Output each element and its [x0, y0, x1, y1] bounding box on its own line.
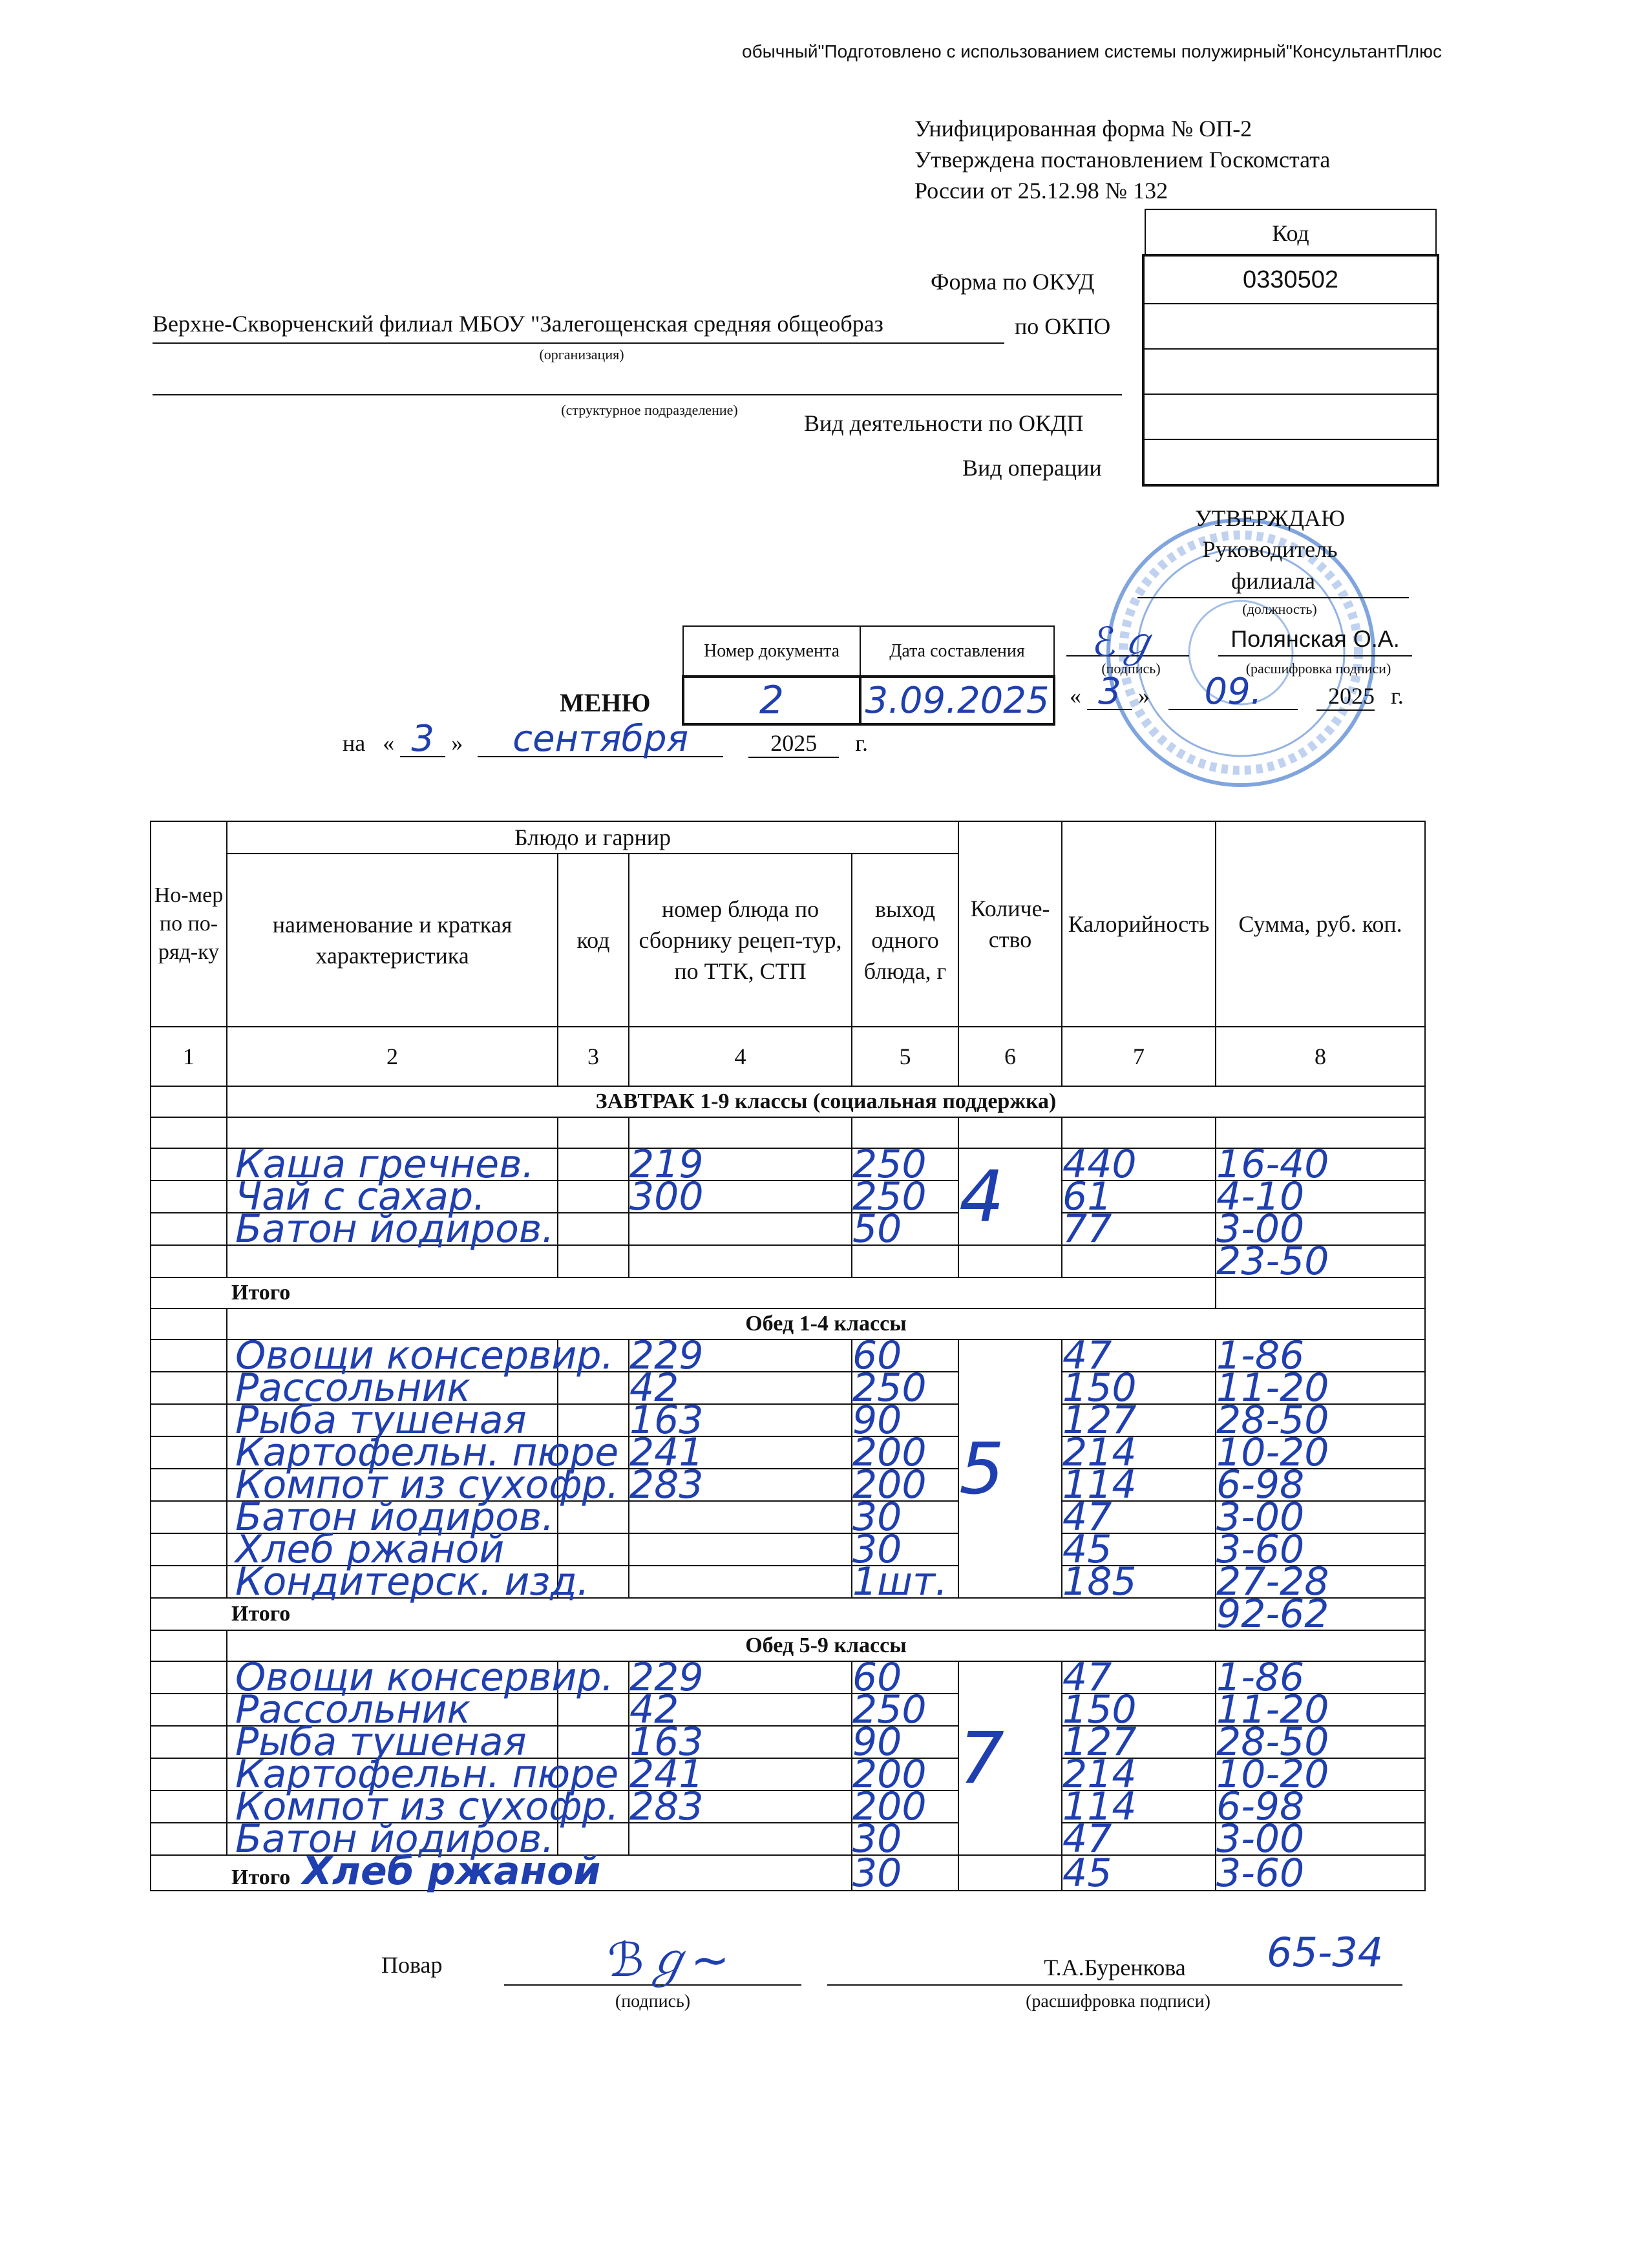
position-caption: (должность) [1242, 601, 1317, 617]
table-row: Кондитерск. изд. 1шт. 185 27-28 [151, 1566, 1425, 1598]
table-row: Рассольник 42 250 150 11-20 [151, 1372, 1425, 1404]
form-header-line2: Утверждена постановлением Госкомстата [914, 147, 1331, 173]
cook-signature-caption: (подпись) [615, 1991, 691, 2011]
cook-label: Повар [381, 1952, 443, 1978]
approval-month: 09. [1168, 675, 1298, 710]
menu-table [150, 821, 1426, 1896]
total-row: Итого [151, 1277, 1425, 1308]
section-total: 92-62 [1216, 1591, 1329, 1637]
cook-signature-line [504, 1933, 801, 1987]
doc-date-header: Дата составления [860, 626, 1054, 677]
approval-position-line: филиала [1137, 567, 1409, 598]
table-row: Компот из сухофр. 283 200 114 6-98 [151, 1790, 1425, 1823]
table-row: Каша гречнев. 219 250 4 440 16-40 [151, 1148, 1425, 1181]
code-box [1142, 254, 1439, 487]
approval-name-caption: (расшифровка подписи) [1245, 660, 1391, 677]
table-row: Рассольник 42 250 150 11-20 [151, 1694, 1425, 1726]
table-row: Картофельн. пюре 241 200 214 10-20 [151, 1436, 1425, 1469]
quantity-value: 4 [959, 1155, 1005, 1238]
doc-number-header: Номер документа [683, 626, 860, 677]
column-numbers-row: 1 2 3 4 5 6 7 8 [151, 1027, 1425, 1086]
subdivision-caption: (структурное подразделение) [561, 402, 738, 418]
cook-name-caption: (расшифровка подписи) [1026, 1991, 1210, 2011]
blank-code [1145, 350, 1437, 395]
col-output-header: выход одного блюда, г [852, 854, 958, 1027]
table-row: Рыба тушеная 163 90 127 28-50 [151, 1726, 1425, 1758]
section-title: Обед 5-9 классы [227, 1630, 1425, 1661]
menu-date: на « 3 » сентября 2025 г. [343, 718, 868, 760]
form-header-line3: России от 25.12.98 № 132 [914, 178, 1168, 204]
operation-code [1145, 440, 1437, 484]
table-row: Батон йодиров. 30 47 3-00 [151, 1501, 1425, 1533]
col-name-header: наименование и краткая характеристика [227, 854, 558, 1027]
section-subtotal: 23-50 [1216, 1239, 1329, 1284]
col-code-header: код [558, 854, 629, 1027]
approval-signature-line [1066, 618, 1189, 666]
section-title: Обед 1-4 классы [227, 1308, 1425, 1339]
organization-name: Верхне-Скворченский филиал МБОУ "Залегощенская средняя общеобраз [153, 310, 1004, 344]
okud-label: Форма по ОКУД [931, 269, 1095, 295]
approval-title: УТВЕРЖДАЮ [1194, 505, 1346, 531]
okpo-label: по ОКПО [1015, 313, 1111, 339]
okud-code: 0330502 [1145, 257, 1437, 304]
doc-number-cell [683, 677, 860, 724]
approval-day: 3 [1087, 675, 1132, 710]
doc-title: МЕНЮ [560, 688, 651, 717]
menu-year: 2025 [748, 730, 839, 758]
section-title: ЗАВТРАК 1-9 классы (социальная поддержка) [227, 1086, 1425, 1117]
total-row-item: Хлеб ржаной [302, 1849, 601, 1894]
approval-name: Полянская О.А. [1218, 620, 1412, 656]
grand-total: 65-34 [1267, 1929, 1384, 1976]
approval-signature-caption: (подпись) [1101, 660, 1161, 677]
menu-day: 3 [400, 722, 445, 757]
subdivision-line [153, 362, 1122, 395]
doc-date-cell [860, 677, 1054, 724]
okpo-code [1145, 304, 1437, 350]
approval-year: 2025 [1316, 682, 1375, 711]
cook-signature-icon: ℬℊ∼ [607, 1933, 730, 1987]
okdp-label: Вид деятельности по ОКДП [804, 410, 1084, 436]
col-quantity-header: Количе-ство [958, 821, 1062, 1027]
doc-date: 3.09.2025 [865, 679, 1050, 722]
table-row: Батон йодиров. 50 77 3-00 [151, 1213, 1425, 1245]
form-header-line1: Унифицированная форма № ОП-2 [914, 116, 1252, 142]
director-signature-icon: ℰℊ [1092, 618, 1157, 666]
quantity-value: 7 [959, 1717, 1005, 1800]
quantity-value: 5 [959, 1427, 1005, 1510]
form-header [914, 113, 1330, 206]
okdp-code [1145, 395, 1437, 440]
approval-date: « 3 » 09. 2025 г. [1070, 671, 1404, 713]
table-row: Компот из сухофр. 283 200 114 6-98 [151, 1469, 1425, 1501]
table-row: Батон йодиров. 30 47 3-00 [151, 1823, 1425, 1855]
total-row: Итого 92-62 [151, 1598, 1425, 1630]
table-row: Хлеб ржаной 30 45 3-60 [151, 1533, 1425, 1566]
doc-number: 2 [759, 678, 785, 723]
cook-name: Т.А.Буренкова [827, 1948, 1402, 1986]
approval-position-1: Руководитель [1202, 536, 1338, 562]
approval-block [1173, 503, 1367, 565]
top-note: обычный"Подготовлено с использованием системы полужирный"КонсультантПлюс [742, 41, 1442, 61]
organization-caption: (организация) [539, 346, 624, 362]
doc-number-table [682, 625, 1055, 726]
total-row: Итого Хлеб ржаной 30 45 3-60 [151, 1855, 1425, 1891]
col-number-header: Но-мер по по-ряд-ку [151, 821, 227, 1027]
table-row: Рыба тушеная 163 90 127 28-50 [151, 1404, 1425, 1436]
col-group-header: Блюдо и гарнир [227, 821, 958, 854]
operation-label: Вид операции [962, 455, 1102, 481]
menu-month: сентября [478, 722, 723, 757]
table-row: Овощи консервир. 229 60 5 47 1-86 [151, 1339, 1425, 1372]
code-header-cell: Код [1145, 209, 1437, 257]
col-sum-header: Сумма, руб. коп. [1216, 821, 1425, 1027]
table-row: Картофельн. пюре 241 200 214 10-20 [151, 1758, 1425, 1790]
col-calories-header: Калорийность [1062, 821, 1216, 1027]
table-row: Чай с сахар. 300 250 61 4-10 [151, 1181, 1425, 1213]
col-recipe-header: номер блюда по сборнику рецеп-тур, по ТТК, СТП [629, 854, 852, 1027]
table-row: Овощи консервир. 229 60 7 47 1-86 [151, 1661, 1425, 1694]
